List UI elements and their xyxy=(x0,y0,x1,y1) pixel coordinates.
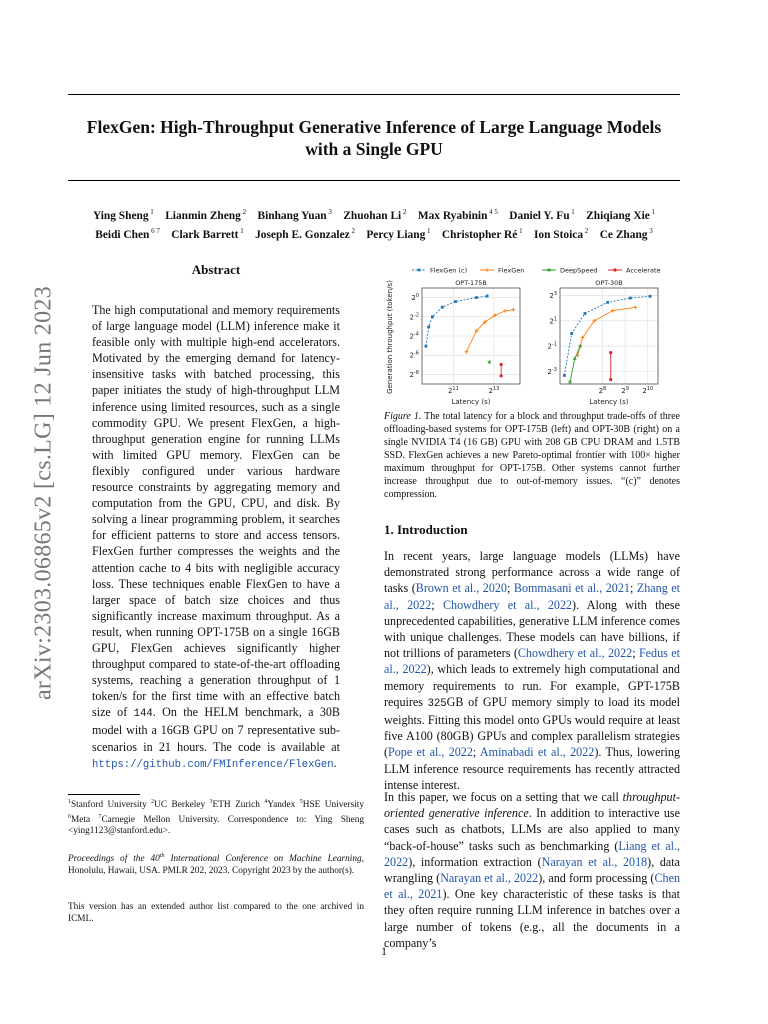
data-point xyxy=(609,378,612,381)
panel-title: OPT-30B xyxy=(595,279,623,287)
data-point xyxy=(512,308,516,312)
body-text: ). Along with these unprecedented capabilities, generative LLM inference comes with unique challenges. These models can have billions, if not trillions of parameters ( xyxy=(384,597,680,661)
intro-paragraph-1 xyxy=(384,548,680,793)
legend-marker xyxy=(418,269,421,272)
title-line-2: with a Single GPU xyxy=(305,139,443,159)
figure-label: Figure 1. xyxy=(384,411,422,422)
author-name: Lianmin Zheng xyxy=(165,209,241,222)
x-tick-label: $2^{13}$ xyxy=(488,386,500,395)
author-affiliation: 3 xyxy=(326,208,332,216)
legend-label: FlexGen xyxy=(498,266,525,275)
y-tick-label: $2^{-4}$ xyxy=(409,331,419,341)
data-point xyxy=(475,296,478,299)
y-tick-label: $2^{-2}$ xyxy=(409,312,419,322)
title-bottom-rule xyxy=(68,180,680,181)
figure-caption xyxy=(384,410,680,501)
body-text: ). One key characteristic of these tasks is that they often require running LLM inference in batches over a large number of tokens (e.g., all the documents in a company’s xyxy=(384,887,680,950)
abstract-body: The high computational and memory requirements of large language model (LLM) inference make it feasible only with multiple high-end accelerators. Motivated by the emerging demand for latency-insensitive tasks with batched processing, this paper initiates the study of high-throughput LLM inference using limited resources, such as a single commodity GPU. We present FlexGen, a high-throughput generation engine for running LLMs with limited GPU memory. FlexGen can be flexibly configured under various hardware resource constraints by aggregating memory and computation from the GPU, CPU, and disk. By solving a linear programming problem, it searches for efficient patterns to store and access tensors. FlexGen further compresses the weights and the attention cache to 4 bits with negligible accuracy loss. These techniques enable FlexGen to have a larger space of batch size choices and thus significantly increase maximum throughput. As a result, when running OPT-175B on a single 16GB GPU, FlexGen achieves significantly higher throughput compared to state-of-the-art offloading systems, reaching a generation throughput of 1 token/s for the first time with an effective batch size of xyxy=(92,303,340,720)
author-name: Beidi Chen xyxy=(95,229,150,242)
data-point xyxy=(563,374,566,377)
affil-5: HSE University xyxy=(302,800,365,811)
proceedings-num: 40 xyxy=(150,854,160,865)
data-point xyxy=(606,301,609,304)
section-heading-introduction: 1. Introduction xyxy=(384,522,468,537)
citation-link[interactable]: Narayan et al., 2018 xyxy=(541,854,648,869)
y-tick-label: $2^3$ xyxy=(549,291,557,301)
data-point xyxy=(465,350,469,354)
affil-6: Meta xyxy=(71,814,91,825)
body-text: In this paper, we focus on a setting that we call xyxy=(384,790,623,804)
abstract-end: . xyxy=(333,755,337,770)
y-tick-label: $2^{-1}$ xyxy=(547,341,557,351)
series-line xyxy=(426,296,487,346)
inline-number: 325 xyxy=(427,697,447,710)
author-affiliation: 2 xyxy=(583,227,589,236)
author-name: Percy Liang xyxy=(366,229,426,242)
body-text: ; xyxy=(472,745,480,760)
data-point xyxy=(568,380,571,384)
y-axis-title: Generation throughput (token/s) xyxy=(386,280,394,394)
affiliation-footnote: $^1$Stanford University $^2$UC Berkeley $^3$ETH Zurich $^4$Yandex $^5$HSE University $^6$Meta $^7$Carnegie Mellon University. Correspondence to: Ying Sheng <ying1123@stanford.edu>. xyxy=(68,799,365,837)
data-point xyxy=(503,309,507,313)
data-point xyxy=(427,326,430,329)
body-text: ). Thus, lowering LLM inference resource requirements has recently attracted intense interest. xyxy=(384,745,681,792)
figure-1-chart xyxy=(384,262,680,408)
x-axis-title: Latency (s) xyxy=(451,398,491,406)
author-name: Ce Zhang xyxy=(599,229,648,242)
author-affiliation: 1 xyxy=(425,227,431,236)
y-tick-label: $2^{-6}$ xyxy=(409,350,419,360)
citation-link[interactable]: Narayan et al., 2022 xyxy=(440,871,539,886)
affil-2: UC Berkeley xyxy=(154,800,206,811)
citation-link[interactable]: Chen et al., 2021 xyxy=(384,871,680,902)
data-point xyxy=(584,312,587,315)
series-line xyxy=(564,296,650,375)
author-affiliation: 4 5 xyxy=(487,208,498,216)
author-row xyxy=(60,205,688,224)
data-point xyxy=(649,295,652,298)
legend-label: Accelerate xyxy=(626,266,661,275)
y-tick-label: $2^{-8}$ xyxy=(409,369,419,379)
body-text: GB of GPU memory simply to load its model weights. Fitting this model onto GPUs would require at least five A100 (80GB) GPUs and complex parallelism strategies ( xyxy=(384,694,680,760)
author-affiliation: 1 xyxy=(649,208,656,216)
data-point xyxy=(441,306,444,309)
citation-link[interactable]: Brown et al., 2020 xyxy=(415,581,507,596)
proceedings-note xyxy=(68,851,364,877)
legend-marker xyxy=(485,268,489,272)
citation-link[interactable]: Pope et al., 2022 xyxy=(388,745,473,760)
author-affiliation: 1 xyxy=(238,227,244,236)
paper-title xyxy=(68,116,680,160)
author-name: Christopher Ré xyxy=(441,229,518,242)
abstract-heading: Abstract xyxy=(191,262,241,277)
data-point xyxy=(629,297,632,300)
body-text: ; xyxy=(506,581,514,596)
proceedings-c: , Honolulu, Hawaii, USA. PMLR 202, 2023. Copyright 2023 by the author(s). xyxy=(68,854,364,876)
data-point xyxy=(431,315,434,318)
data-point xyxy=(570,332,573,335)
affil-4: Yandex xyxy=(267,800,296,811)
data-point xyxy=(488,360,491,364)
author-name: Binhang Yuan xyxy=(257,209,327,222)
author-row xyxy=(60,224,688,243)
author-name: Ion Stoica xyxy=(533,229,584,242)
figure-caption-text: The total latency for a block and throughput trade-offs of three offloading-based systems for OPT-175B (left) and OPT-30B (right) on a single NVIDIA T4 (16 GB) GPU with 208 GB CPU DRAM and 1.5TB SSD. FlexGen achieves a new Pareto-optimal frontier with 100× higher maximum throughput for OPT-175B. Other systems cannot further increase throughput due to out-of-memory issues. “(c)” denotes compression. xyxy=(384,411,680,500)
author-name: Ying Sheng xyxy=(92,209,149,222)
data-point xyxy=(611,309,615,313)
citation-link[interactable]: Chowdhery et al., 2022 xyxy=(517,646,633,661)
citation-link[interactable]: Fedus et al., 2022 xyxy=(384,646,680,677)
citation-link[interactable]: Chowdhery et al., 2022 xyxy=(442,597,573,612)
author-name: Zhuohan Li xyxy=(343,209,402,222)
author-affiliation: 3 xyxy=(647,227,653,236)
abstract-body-2: . On the HELM benchmark, a 30B model with a 16GB GPU on 7 representative sub-scenarios in 21 hours. The code is available at xyxy=(92,705,340,754)
body-text: ), data wrangling ( xyxy=(384,854,680,886)
footnote-rule xyxy=(68,794,140,795)
data-point xyxy=(425,345,428,348)
author-name: Clark Barrett xyxy=(171,229,239,242)
body-text: ; xyxy=(431,597,443,612)
data-point xyxy=(500,363,503,366)
author-affiliation: 1 xyxy=(517,227,523,236)
version-note: This version has an extended author list compared to the one archived in ICML. xyxy=(68,902,364,924)
data-point xyxy=(500,374,503,377)
author-affiliation: 2 xyxy=(240,208,247,216)
panel-title: OPT-175B xyxy=(455,279,487,287)
legend-marker xyxy=(613,268,616,271)
body-text: throughput-oriented generative inference xyxy=(384,790,680,821)
title-top-rule xyxy=(68,94,680,95)
body-text: ), which leads to extremely high computational and memory requirements to run. For example, GPT-175B requires xyxy=(384,662,680,709)
legend-label: DeepSpeed xyxy=(560,266,598,275)
x-tick-label: $2^{11}$ xyxy=(447,386,459,395)
data-point xyxy=(609,351,612,354)
citation-link[interactable]: Bommasani et al., 2021 xyxy=(513,581,630,596)
arxiv-stamp xyxy=(24,278,64,708)
code-url-link[interactable]: https://github.com/FMInference/FlexGen xyxy=(92,758,334,771)
data-point xyxy=(486,295,489,298)
author-affiliation: 1 xyxy=(569,208,575,216)
affil-3: ETH Zurich xyxy=(212,800,260,811)
x-axis-title: Latency (s) xyxy=(589,398,629,406)
x-tick-label: $2^{10}$ xyxy=(642,386,654,395)
y-tick-label: $2^1$ xyxy=(549,316,557,326)
affil-1: Stanford University xyxy=(71,800,147,811)
intro-paragraph-2 xyxy=(384,789,680,951)
citation-link[interactable]: Liang et al., 2022 xyxy=(384,838,680,869)
abstract-text xyxy=(92,302,340,773)
author-list xyxy=(60,205,688,244)
y-tick-label: $2^0$ xyxy=(411,293,419,303)
x-tick-label: $2^9$ xyxy=(621,386,629,395)
author-affiliation: 6 7 xyxy=(149,227,160,236)
author-affiliation: 2 xyxy=(349,227,355,236)
proceedings-b: International Conference on Machine Learning xyxy=(170,854,362,865)
body-text: ; xyxy=(629,581,637,596)
citation-link[interactable]: Aminabadi et al., 2022 xyxy=(479,745,595,760)
author-affiliation: 1 xyxy=(148,208,154,216)
page-number: 1 xyxy=(381,944,387,958)
x-tick-label: $2^8$ xyxy=(598,386,607,395)
author-name: Joseph E. Gonzalez xyxy=(255,229,350,242)
body-text: . In addition to interactive use cases such as chatbots, LLMs are also applied to many “back-of-house” tasks such as benchmarking ( xyxy=(384,806,680,853)
data-point xyxy=(634,306,638,310)
body-text: ), information extraction ( xyxy=(408,854,542,869)
body-text: ; xyxy=(632,646,639,661)
title-line-1: FlexGen: High-Throughput Generative Inference of Large Language Models xyxy=(86,117,662,137)
affil-7: Carnegie Mellon University xyxy=(101,814,218,825)
author-affiliation: 2 xyxy=(401,208,407,216)
legend-label: FlexGen (c) xyxy=(430,266,468,275)
y-tick-label: $2^{-3}$ xyxy=(547,366,557,376)
author-name: Daniel Y. Fu xyxy=(509,209,570,222)
data-point xyxy=(573,357,576,361)
author-name: Zhiqiang Xie xyxy=(586,209,650,222)
series-line xyxy=(466,310,513,352)
author-name: Max Ryabinin xyxy=(417,209,488,222)
batch-size-value: 144 xyxy=(133,708,153,721)
body-text: In recent years, large language models (LLMs) have demonstrated strong performance across a wide range of tasks ( xyxy=(384,549,680,596)
proceedings-sup: th xyxy=(159,853,165,859)
citation-link[interactable]: Zhang et al., 2022 xyxy=(384,581,680,612)
arxiv-id: arXiv:2303.06865v2 [cs.LG] 12 Jun 2023 xyxy=(30,285,57,701)
data-point xyxy=(454,300,457,303)
proceedings-a: Proceedings of the xyxy=(68,854,145,865)
correspondence: . Correspondence to: Ying Sheng <ying1123@stanford.edu>. xyxy=(68,814,364,837)
body-text: ), and form processing ( xyxy=(538,871,655,886)
